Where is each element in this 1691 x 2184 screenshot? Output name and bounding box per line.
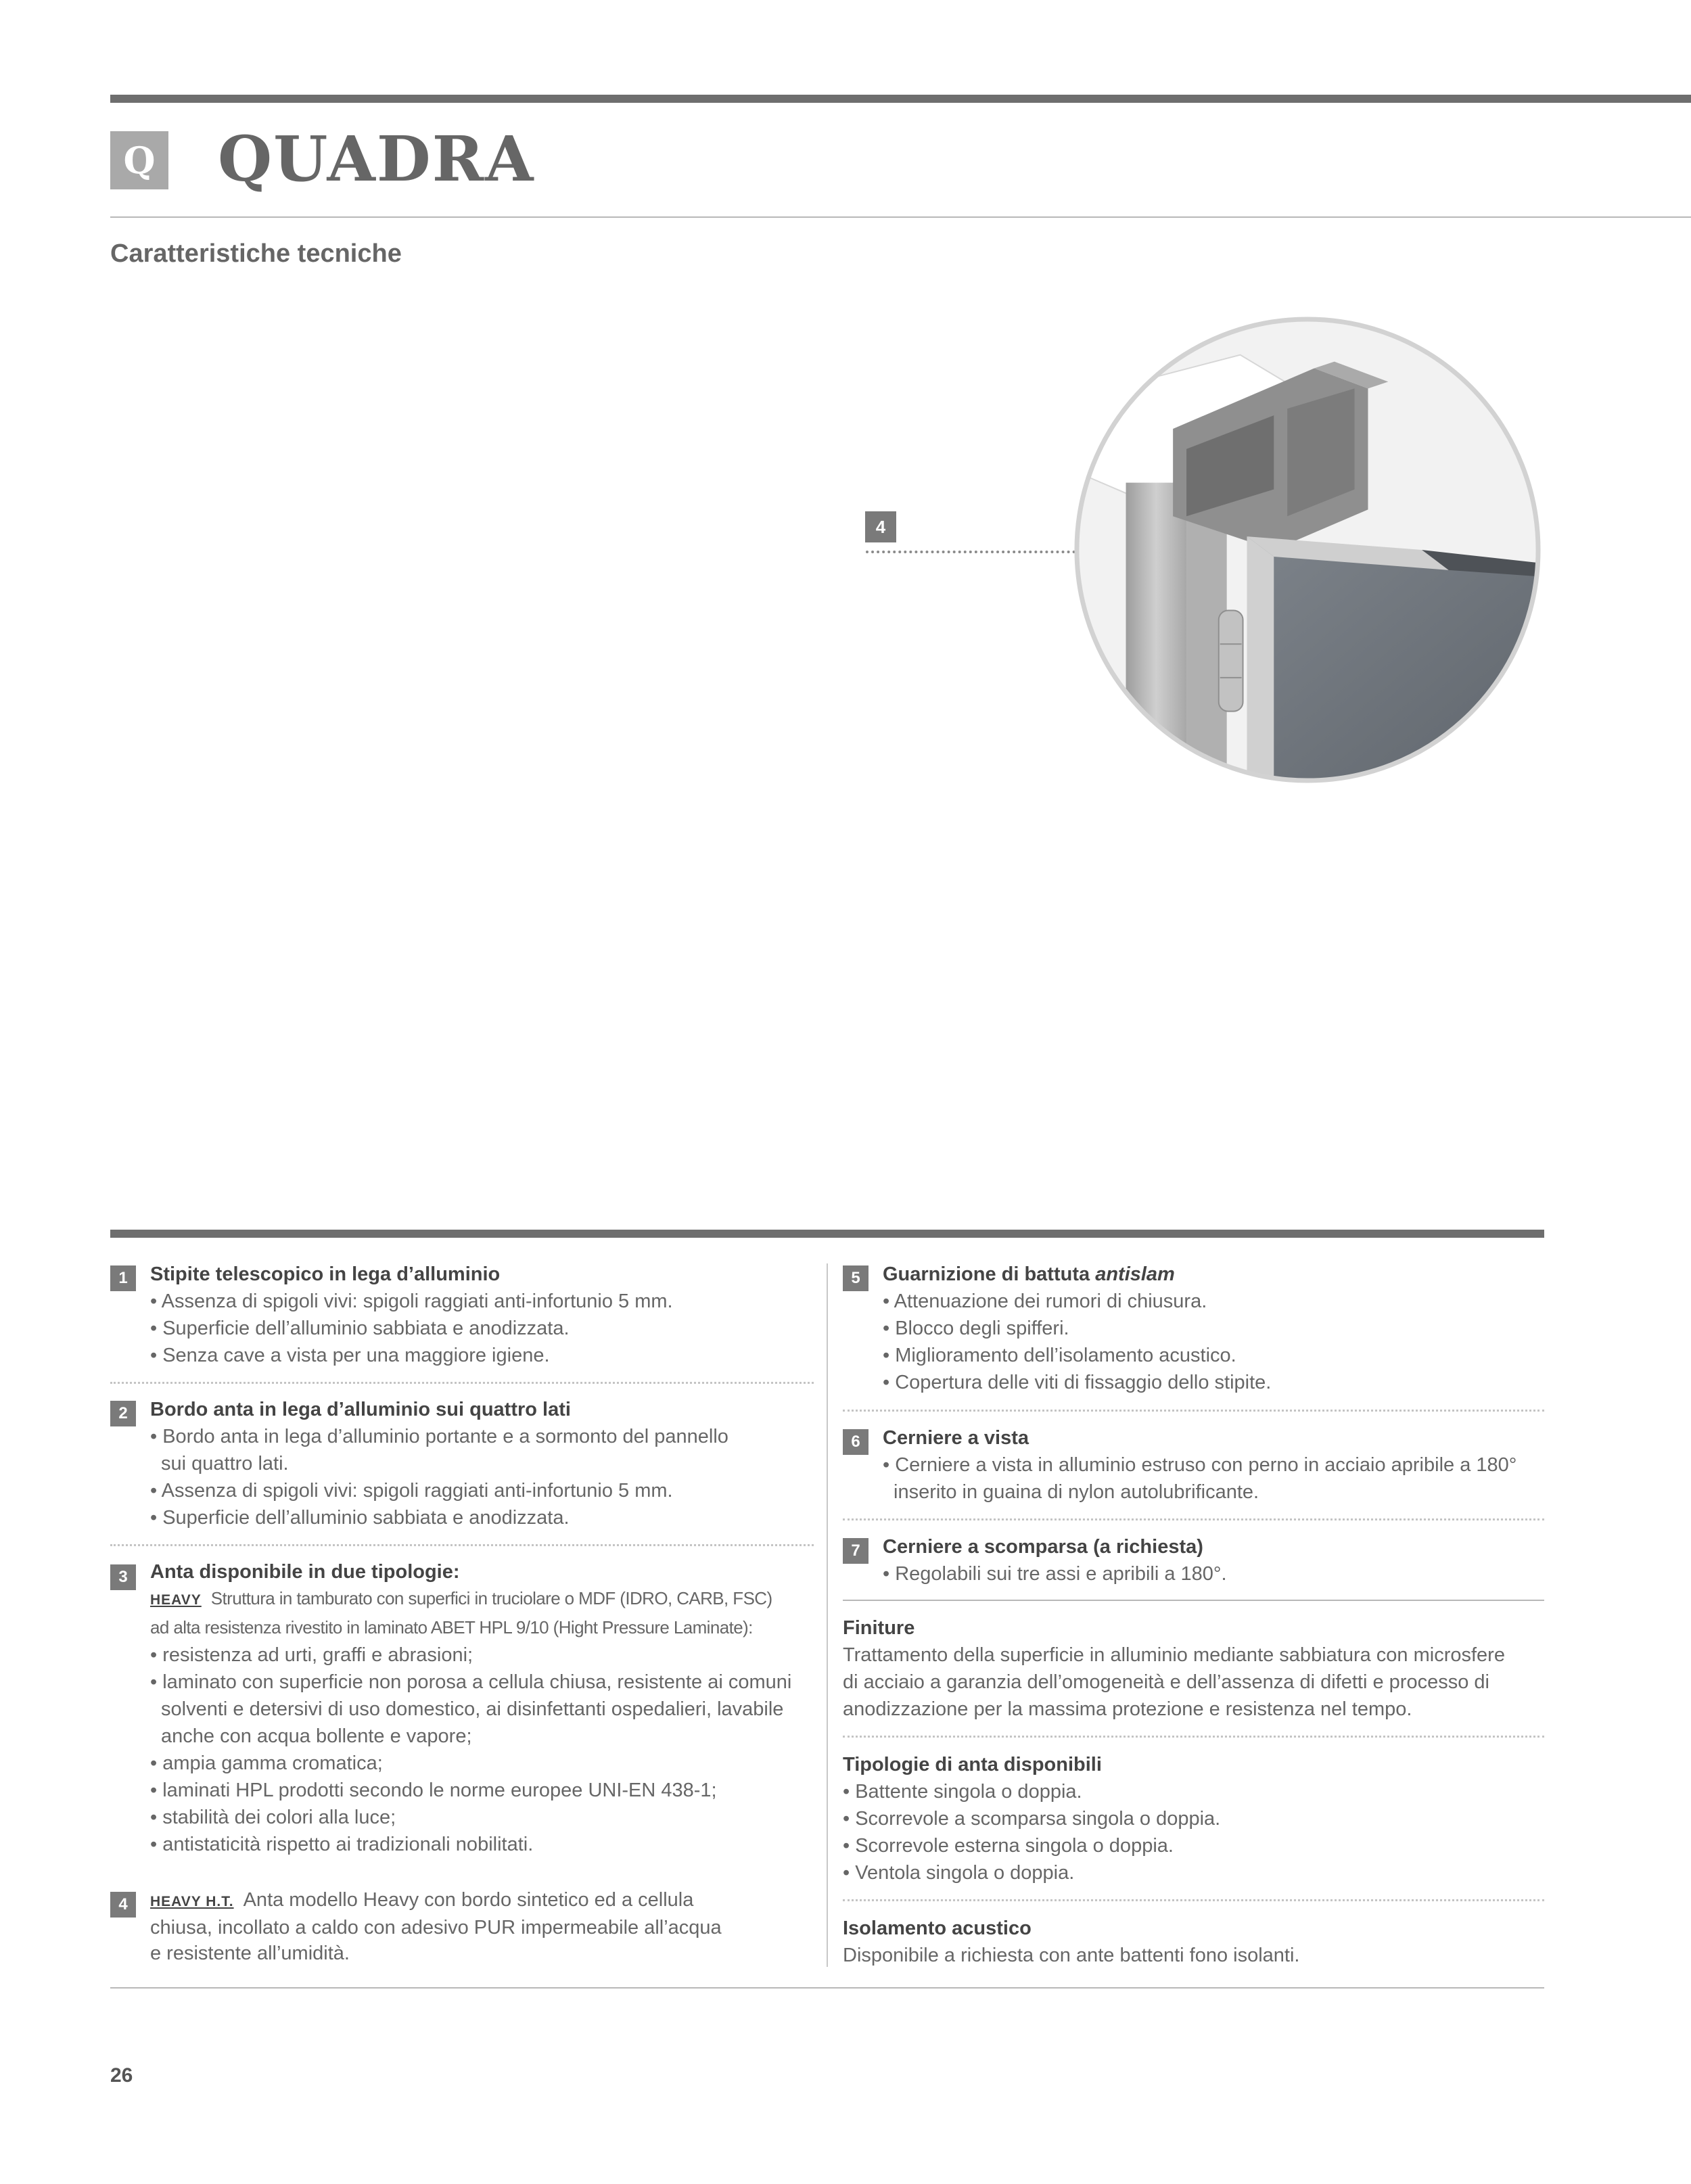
spec-line: • Copertura delle viti di fissaggio dello stipite. bbox=[883, 1372, 1272, 1393]
spec-line: • Regolabili sui tre assi e apribili a 180°. bbox=[883, 1563, 1227, 1585]
item-number-2: 2 bbox=[110, 1401, 136, 1426]
spec-line: • Blocco degli spifferi. bbox=[883, 1318, 1069, 1339]
section-letter-badge: Q bbox=[110, 131, 168, 189]
item-number-1: 1 bbox=[110, 1265, 136, 1291]
heavy-ht-tag: HEAVY H.T. bbox=[150, 1894, 234, 1909]
spec-line: Disponibile a richiesta con ante battenti fono isolanti. bbox=[843, 1945, 1300, 1966]
spec-line: • Bordo anta in lega d’alluminio portante e a sormonto del pannello bbox=[150, 1426, 728, 1447]
spec-heading: Bordo anta in lega d’alluminio sui quattro lati bbox=[150, 1399, 571, 1420]
page-title: QUADRA bbox=[218, 122, 535, 195]
finiture-heading: Finiture bbox=[843, 1617, 915, 1639]
spec-line: inserito in guaina di nylon autolubrificante. bbox=[894, 1481, 1259, 1503]
section-separator bbox=[843, 1600, 1544, 1601]
spec-intro-line bbox=[150, 1585, 791, 1613]
spec-item-1 bbox=[150, 1261, 673, 1369]
spec-item-5 bbox=[883, 1261, 1271, 1396]
spec-heading: Cerniere a vista bbox=[883, 1427, 1029, 1449]
spec-line: • Assenza di spigoli vivi: spigoli raggiati anti-infortunio 5 mm. bbox=[150, 1480, 673, 1502]
spec-line: • Cerniere a vista in alluminio estruso con perno in acciaio apribile a 180° bbox=[883, 1454, 1517, 1476]
spec-line: • Superficie dell’alluminio sabbiata e anodizzata. bbox=[150, 1507, 570, 1529]
spec-heading: Anta disponibile in due tipologie: bbox=[150, 1561, 460, 1583]
spec-line: • ampia gamma cromatica; bbox=[150, 1752, 383, 1774]
spec-item-4 bbox=[150, 1887, 722, 1966]
specs-bottom-rule bbox=[110, 1987, 1544, 1989]
title-divider bbox=[110, 216, 1691, 218]
item-number-6: 6 bbox=[843, 1429, 868, 1455]
spec-line: Trattamento della superficie in alluminio mediante sabbiatura con microsfere bbox=[843, 1644, 1505, 1666]
tipologie-heading: Tipologie di anta disponibili bbox=[843, 1754, 1102, 1775]
spec-line: • resistenza ad urti, graffi e abrasioni; bbox=[150, 1644, 473, 1666]
spec-item-7 bbox=[883, 1533, 1227, 1587]
spec-line: • Assenza di spigoli vivi: spigoli raggiati anti-infortunio 5 mm. bbox=[150, 1291, 673, 1312]
spec-line: • Scorrevole esterna singola o doppia. bbox=[843, 1835, 1174, 1857]
spec-line: solventi e detersivi di uso domestico, ai disinfettanti ospedalieri, lavabile bbox=[161, 1698, 784, 1720]
spec-heading-text: Guarnizione di battuta bbox=[883, 1263, 1090, 1285]
item-number-4: 4 bbox=[110, 1892, 136, 1918]
spec-heading: Stipite telescopico in lega d’alluminio bbox=[150, 1263, 501, 1285]
tipologie-section bbox=[843, 1751, 1220, 1886]
callout-leader-line bbox=[866, 551, 1075, 553]
spec-line: • stabilità dei colori alla luce; bbox=[150, 1807, 396, 1828]
spec-line: di acciaio a garanzia dell’omogeneità e dell’assenza di difetti e processo di bbox=[843, 1671, 1489, 1693]
column-divider bbox=[827, 1263, 828, 1967]
spec-intro-text: Struttura in tamburato con superfici in truciolare o MDF (IDRO, CARB, FSC) bbox=[210, 1588, 772, 1608]
spec-line: sui quattro lati. bbox=[161, 1453, 289, 1474]
spec-line: e resistente all’umidità. bbox=[150, 1943, 350, 1964]
top-rule bbox=[110, 95, 1691, 103]
spec-line: • Ventola singola o doppia. bbox=[843, 1862, 1075, 1884]
dotted-separator bbox=[843, 1899, 1544, 1901]
item-number-3: 3 bbox=[110, 1564, 136, 1590]
spec-line: • Superficie dell’alluminio sabbiata e anodizzata. bbox=[150, 1318, 570, 1339]
dotted-separator bbox=[843, 1518, 1544, 1520]
item-number-5: 5 bbox=[843, 1265, 868, 1291]
spec-text: Anta modello Heavy con bordo sintetico ed a cellula bbox=[243, 1889, 694, 1911]
spec-line: • Attenuazione dei rumori di chiusura. bbox=[883, 1291, 1207, 1312]
spec-line: • Senza cave a vista per una maggiore igiene. bbox=[150, 1345, 550, 1366]
spec-line: • Scorrevole a scomparsa singola o doppia. bbox=[843, 1808, 1221, 1830]
spec-item-3 bbox=[150, 1558, 791, 1858]
spec-line: anche con acqua bollente e vapore; bbox=[161, 1725, 472, 1747]
finiture-section bbox=[843, 1614, 1505, 1723]
spec-heading bbox=[883, 1261, 1271, 1288]
spec-heading-italic: antislam bbox=[1095, 1263, 1175, 1285]
isolamento-heading: Isolamento acustico bbox=[843, 1918, 1032, 1939]
spec-line: chiusa, incollato a caldo con adesivo PUR impermeabile all’acqua bbox=[150, 1917, 722, 1938]
spec-line: • antistaticità rispetto ai tradizionali nobilitati. bbox=[150, 1834, 534, 1855]
door-frame-detail-image bbox=[1072, 315, 1543, 785]
spec-line: • Battente singola o doppia. bbox=[843, 1781, 1082, 1803]
dotted-separator bbox=[843, 1410, 1544, 1412]
spec-item-6 bbox=[883, 1424, 1516, 1506]
spec-line: • laminato con superficie non porosa a cellula chiusa, resistente ai comuni bbox=[150, 1671, 792, 1693]
spec-line bbox=[150, 1887, 722, 1915]
section-subtitle: Caratteristiche tecniche bbox=[110, 239, 402, 268]
spec-line: anodizzazione per la massima protezione e resistenza nel tempo. bbox=[843, 1698, 1412, 1720]
page-number: 26 bbox=[110, 2064, 133, 2087]
dotted-separator bbox=[110, 1382, 814, 1384]
dotted-separator bbox=[843, 1736, 1544, 1738]
callout-marker-4: 4 bbox=[865, 511, 896, 542]
isolamento-section bbox=[843, 1915, 1299, 1969]
spec-line: • laminati HPL prodotti secondo le norme europee UNI-EN 438-1; bbox=[150, 1780, 717, 1801]
specs-top-rule bbox=[110, 1230, 1544, 1238]
heavy-tag: HEAVY bbox=[150, 1592, 202, 1608]
spec-intro-line: ad alta resistenza rivestito in laminato ABET HPL 9/10 (Hight Pressure Laminate): bbox=[150, 1617, 753, 1637]
item-number-7: 7 bbox=[843, 1538, 868, 1564]
spec-line: • Miglioramento dell’isolamento acustico. bbox=[883, 1345, 1236, 1366]
dotted-separator bbox=[110, 1544, 814, 1546]
spec-item-2 bbox=[150, 1396, 728, 1531]
spec-heading: Cerniere a scomparsa (a richiesta) bbox=[883, 1536, 1203, 1558]
